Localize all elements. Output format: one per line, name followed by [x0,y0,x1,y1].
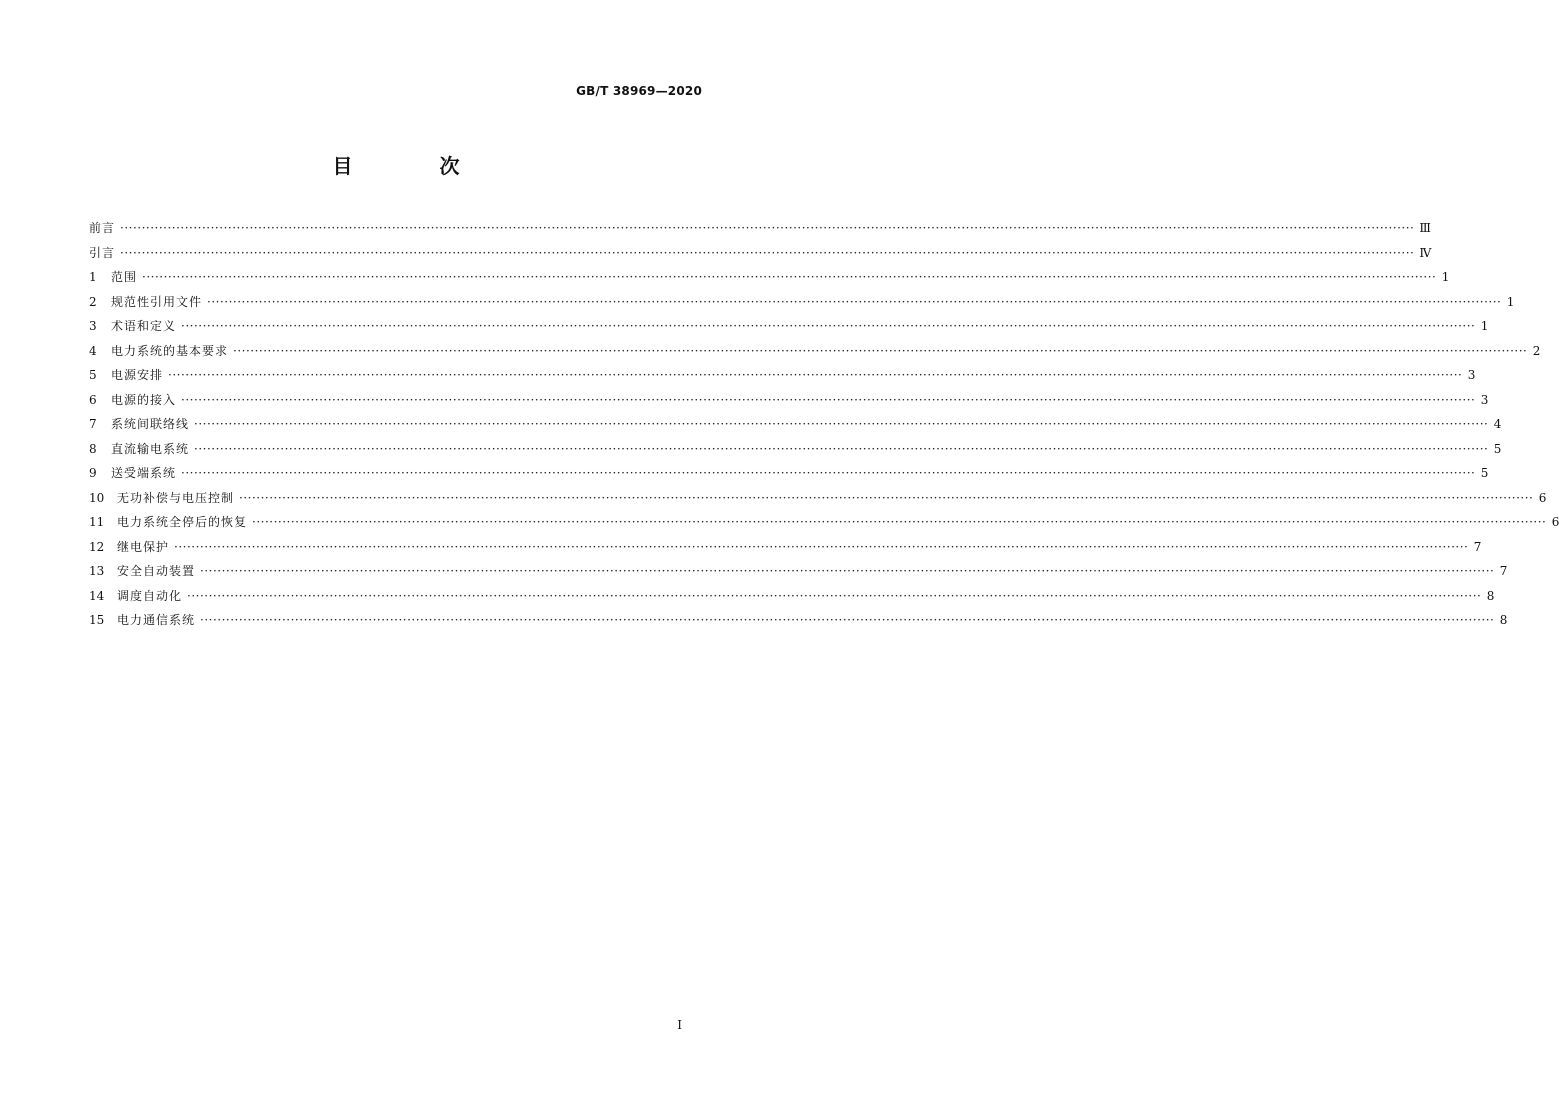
toc-entry-number: 4 [89,343,97,358]
toc-entry-page: 1 [1506,294,1515,309]
toc-entry[interactable] [89,216,1431,241]
toc-entry-page: 1 [1480,319,1489,333]
toc-entry-page: 5 [1493,441,1502,456]
toc-entry[interactable] [89,608,1508,633]
toc-entry[interactable] [89,265,1450,290]
toc-leader-dots: ············································································································································································································································································································ [233,343,1528,358]
toc-entry-label: 范围 [111,270,138,284]
toc-leader-dots: ············································································································································································································································································································ [181,392,1476,407]
toc-entry-number: 11 [89,515,105,529]
toc-leader-dots: ············································································································································································································································································································ [181,466,1476,480]
toc-entry-page: 7 [1473,539,1482,554]
toc-entry-label: 系统间联络线 [111,417,190,431]
toc-entry-number: 6 [89,392,97,407]
toc-entry-page: 3 [1480,392,1489,407]
toc-entry-number: 3 [89,319,97,333]
toc-leader-dots: ············································································································································································································································································································ [252,515,1547,529]
toc-leader-dots: ············································································································································································································································································································ [187,588,1482,603]
toc-entry[interactable] [89,314,1489,339]
toc-entry-page: 5 [1480,466,1489,480]
toc-entry[interactable] [89,510,1559,535]
toc-entry-page: 8 [1486,588,1495,603]
toc-entry-number: 13 [89,564,105,578]
toc-entry-number: 15 [89,613,105,627]
toc-entry-page: 3 [1467,368,1476,382]
toc-entry[interactable] [89,363,1476,388]
toc-leader-dots: ············································································································································································································································································································ [181,319,1476,333]
toc-leader-dots: ············································································································································································································································································································ [120,245,1415,260]
toc-leader-dots: ············································································································································································································································································································ [194,441,1489,456]
toc-leader-dots: ············································································································································································································································································································ [239,490,1534,505]
toc-entry-number: 8 [89,441,97,456]
table-of-contents [89,216,1559,633]
toc-entry-label: 安全自动装置 [117,564,196,578]
toc-entry-number: 5 [89,368,97,382]
toc-entry-page: 2 [1532,343,1541,358]
toc-entry-label: 直流输电系统 [111,441,190,456]
toc-entry-label: 术语和定义 [111,319,177,333]
toc-entry-label: 引言 [89,245,116,260]
toc-entry-number: 12 [89,539,105,554]
toc-entry-label: 规范性引用文件 [111,294,203,309]
toc-entry-label: 电力系统的基本要求 [111,343,229,358]
toc-entry[interactable] [89,486,1547,511]
toc-entry-page: 4 [1493,417,1502,431]
toc-entry[interactable] [89,388,1489,413]
toc-title: 目 次 [332,154,500,178]
toc-entry-number: 1 [89,270,97,284]
toc-entry-label: 电力通信系统 [117,613,196,627]
toc-entry[interactable] [89,437,1502,462]
toc-entry-number: 14 [89,588,105,603]
toc-leader-dots: ············································································································································································································································································································ [200,564,1495,578]
toc-entry-page: 1 [1441,270,1450,284]
toc-entry-label: 电力系统全停后的恢复 [117,515,248,529]
toc-entry-label: 继电保护 [117,539,170,554]
toc-entry-page: 7 [1499,564,1508,578]
toc-entry[interactable] [89,412,1502,437]
toc-entry-label: 电源安排 [111,368,164,382]
toc-entry[interactable] [89,339,1541,364]
toc-leader-dots: ············································································································································································································································································································ [120,221,1415,235]
toc-entry-label: 电源的接入 [111,392,177,407]
toc-entry-page: 8 [1499,613,1508,627]
toc-entry-number: 7 [89,417,97,431]
toc-leader-dots: ············································································································································································································································································································ [207,294,1502,309]
page-number: I [677,1018,682,1032]
toc-entry-number: 9 [89,466,97,480]
toc-entry-page: Ⅲ [1419,221,1431,235]
toc-entry-label: 前言 [89,221,116,235]
toc-entry-page: 6 [1551,515,1559,529]
toc-entry[interactable] [89,584,1495,609]
toc-leader-dots: ············································································································································································································································································································ [168,368,1463,382]
toc-entry-page: 6 [1538,490,1547,505]
toc-entry-label: 无功补偿与电压控制 [117,490,235,505]
toc-entry-number: 2 [89,294,97,309]
toc-entry[interactable] [89,241,1432,266]
toc-entry-number: 10 [89,490,105,505]
toc-leader-dots: ············································································································································································································································································································ [200,613,1495,627]
toc-entry[interactable] [89,461,1489,486]
toc-entry-label: 调度自动化 [117,588,183,603]
toc-entry-page: Ⅳ [1419,245,1432,260]
toc-leader-dots: ············································································································································································································································································································ [142,270,1437,284]
toc-leader-dots: ············································································································································································································································································································ [194,417,1489,431]
toc-entry[interactable] [89,559,1508,584]
toc-entry[interactable] [89,290,1515,315]
toc-entry-label: 送受端系统 [111,466,177,480]
toc-leader-dots: ············································································································································································································································································································ [174,539,1469,554]
standard-code: GB/T 38969—2020 [576,84,702,98]
toc-entry[interactable] [89,535,1482,560]
